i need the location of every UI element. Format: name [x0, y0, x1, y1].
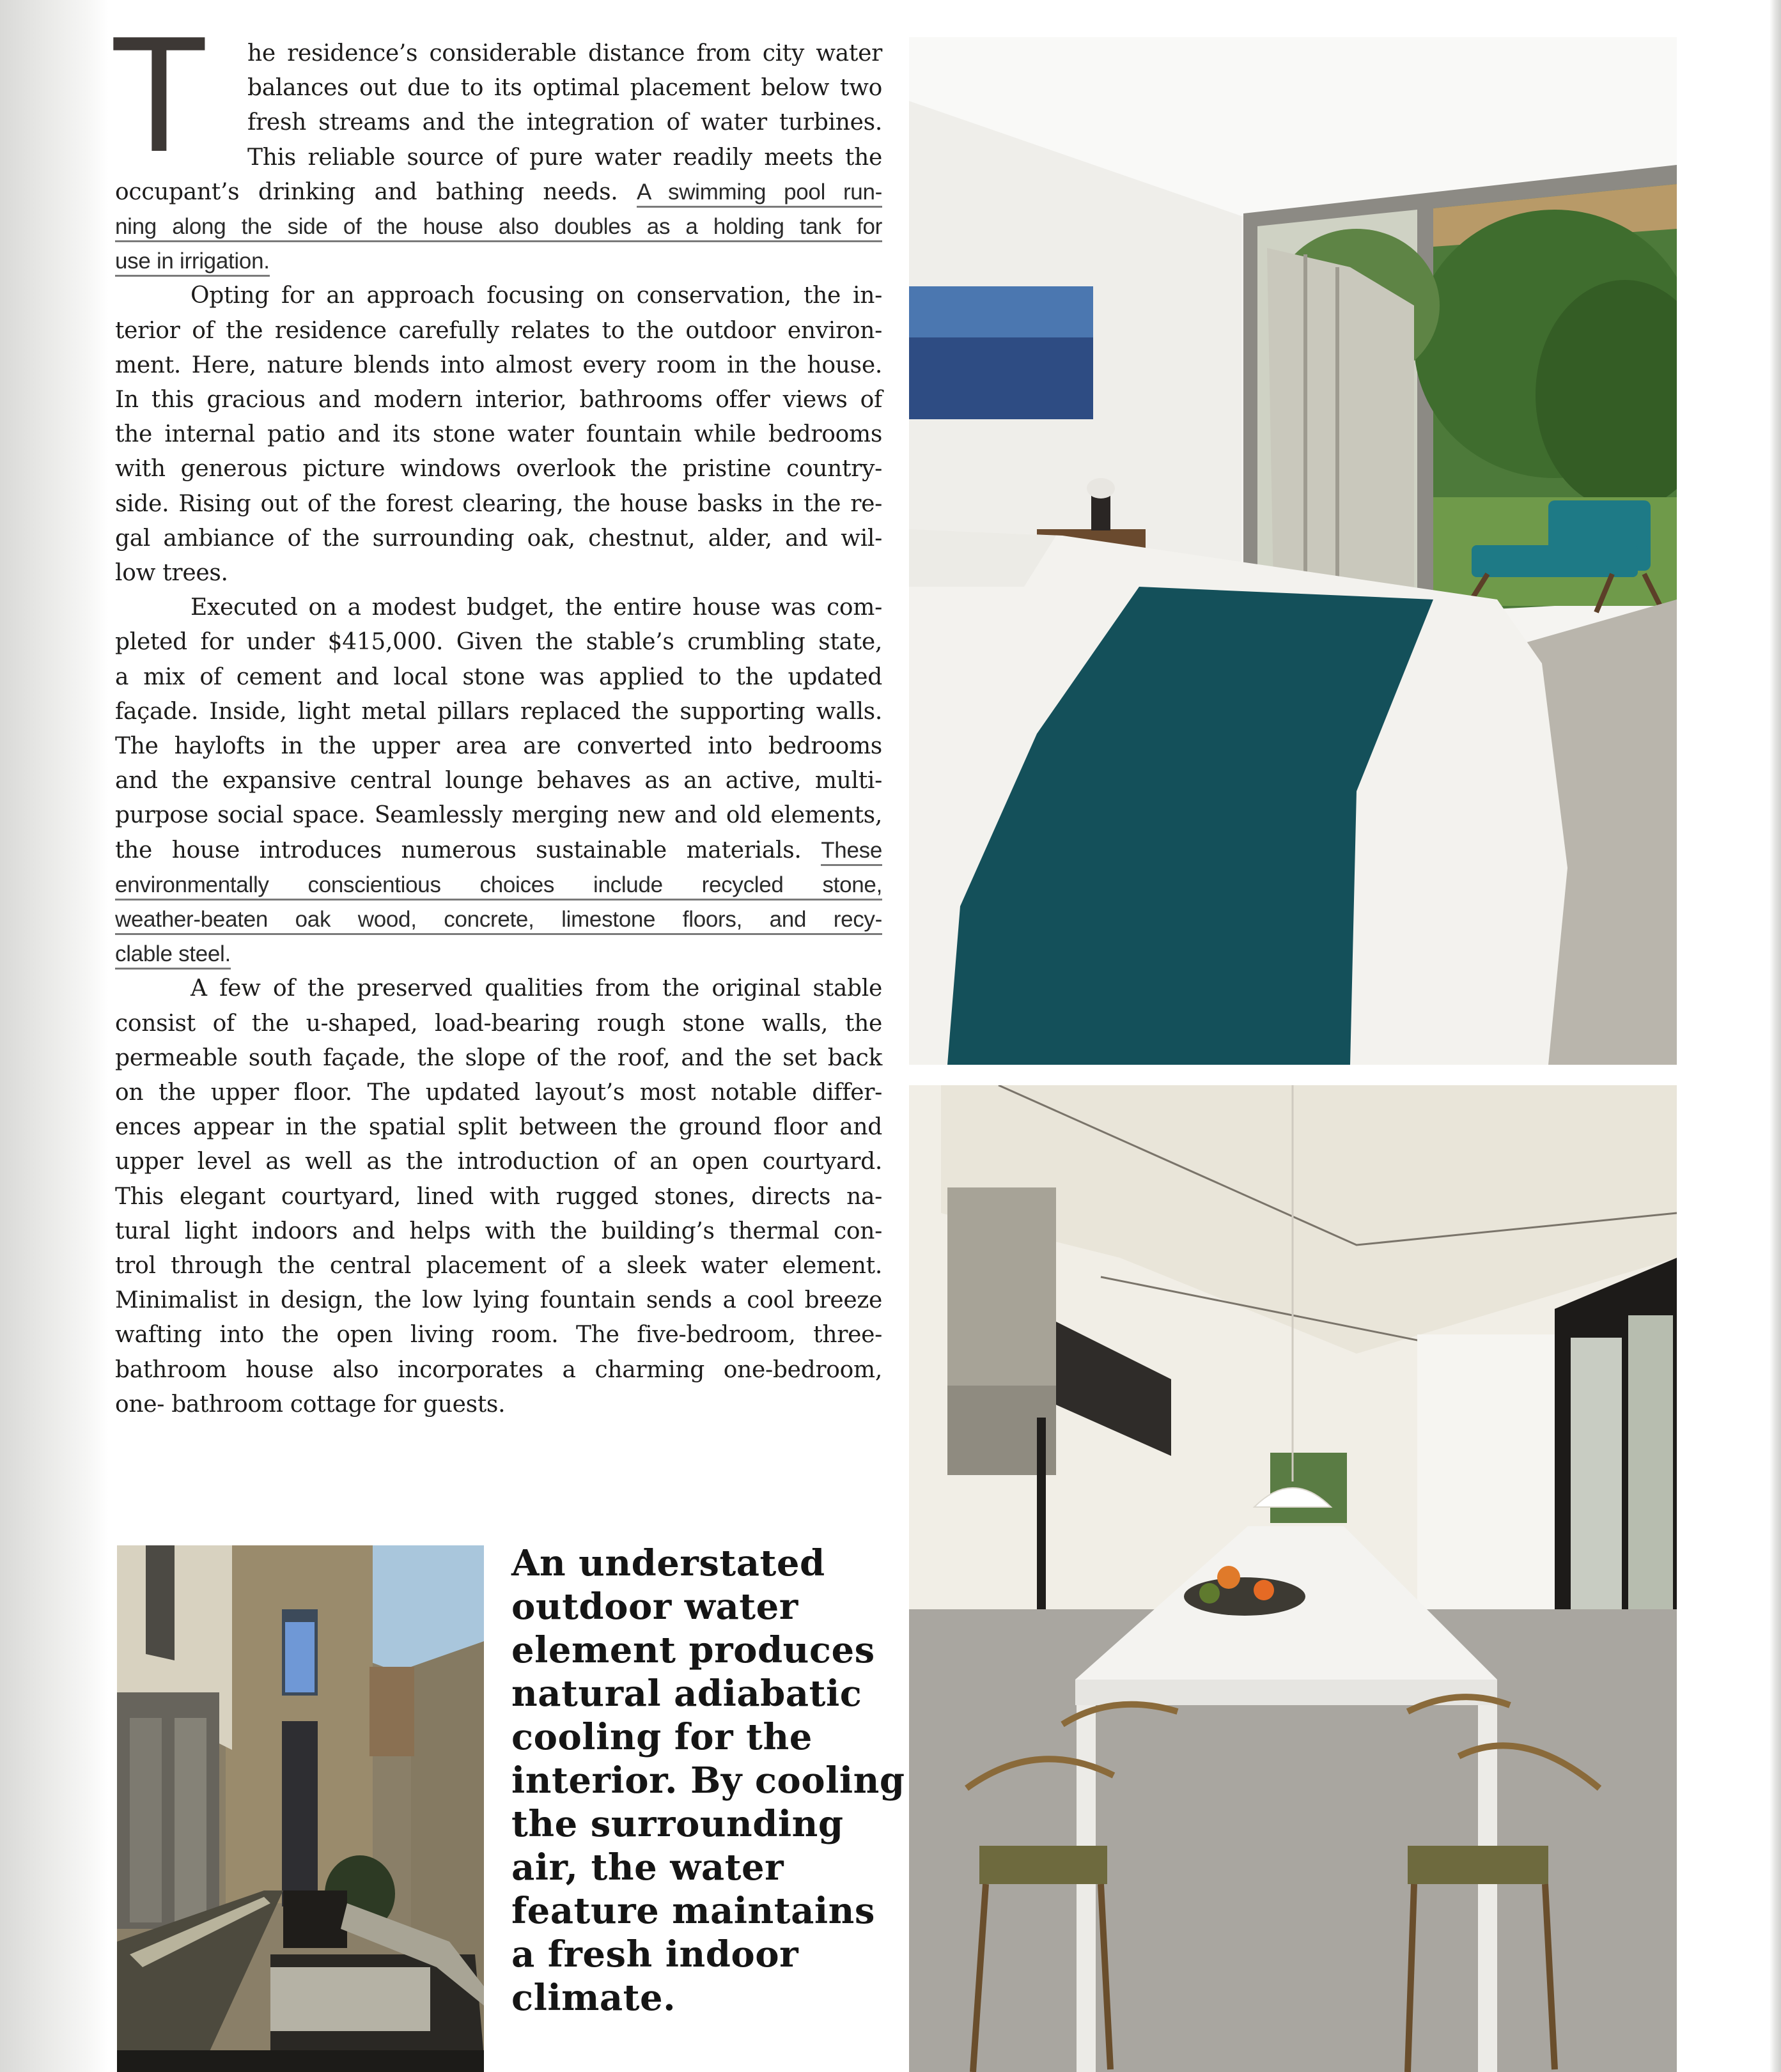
- underlined-highlight: A swimming pool run-: [637, 180, 882, 208]
- line-text: pleted for under $415,000. Given the stable’s crumbling state,: [115, 629, 882, 656]
- article-line: [115, 1283, 882, 1318]
- line-text: balances out due to its optimal placement below two: [247, 75, 882, 102]
- line-text: low trees.: [115, 560, 228, 586]
- line-text: occupant’s drinking and bathing needs.: [115, 178, 637, 205]
- pull-quote-line: cooling for the: [511, 1716, 813, 1758]
- article-line: [115, 660, 882, 695]
- pull-quote-line: climate.: [511, 1977, 676, 2019]
- article-line: [115, 971, 882, 1006]
- pull-quote: [511, 1542, 905, 2020]
- line-text: and the expansive central lounge behaves as an active, multi-: [115, 768, 882, 794]
- article-line: [115, 521, 882, 556]
- article-line: [115, 209, 882, 244]
- article-line: [115, 244, 882, 279]
- article-line: [115, 1317, 882, 1352]
- drop-cap: T: [114, 6, 205, 188]
- line-text: trol through the central placement of a sleek water element.: [115, 1253, 882, 1279]
- article-line: [115, 694, 882, 729]
- article-line: [115, 278, 882, 313]
- underlined-highlight: use in irrigation.: [115, 249, 270, 277]
- article-line: [247, 105, 882, 140]
- line-text: This reliable source of pure water readily meets the: [247, 144, 882, 171]
- line-text: purpose social space. Seamlessly merging new and old elements,: [115, 802, 882, 829]
- pull-quote-line: outdoor water: [511, 1586, 798, 1628]
- line-text: Opting for an approach focusing on conservation, the in-: [191, 282, 882, 309]
- pull-quote-line: An understated: [511, 1542, 825, 1584]
- article-line: [115, 1387, 882, 1422]
- line-text: This elegant courtyard, lined with rugged stones, directs na-: [115, 1183, 882, 1210]
- line-text: the house introduces numerous sustainable materials.: [115, 837, 821, 863]
- article-line: [115, 1214, 882, 1249]
- line-text: In this gracious and modern interior, bathrooms offer views of: [115, 387, 882, 413]
- article-line: [115, 451, 882, 486]
- article-line: [115, 867, 882, 902]
- line-text: upper level as well as the introduction of an open courtyard.: [115, 1148, 882, 1175]
- pull-quote-line: element produces: [511, 1629, 875, 1671]
- article-line: [115, 348, 882, 383]
- article-line: [115, 1075, 882, 1110]
- article-line: [115, 1248, 882, 1283]
- article-line: [115, 555, 882, 591]
- article-line: [115, 313, 882, 348]
- article-line: [247, 36, 882, 71]
- line-text: one- bathroom cottage for guests.: [115, 1391, 506, 1418]
- article-line: [115, 936, 882, 971]
- line-text: wafting into the open living room. The five-bedroom, three-: [115, 1322, 882, 1349]
- pull-quote-line: interior. By cooling: [511, 1759, 905, 1802]
- line-text: The haylofts in the upper area are converted into bedrooms: [115, 733, 882, 759]
- article-line: [115, 833, 882, 868]
- article-line: [115, 1144, 882, 1179]
- article-line: [115, 902, 882, 937]
- article-line: [115, 763, 882, 798]
- article-line: [115, 1352, 882, 1388]
- line-text: fresh streams and the integration of water turbines.: [247, 109, 882, 136]
- line-text: the internal patio and its stone water fountain while bedrooms: [115, 421, 882, 448]
- underlined-highlight: These: [821, 838, 882, 866]
- pull-quote-line: feature maintains: [511, 1890, 875, 1932]
- article-line: [247, 70, 882, 105]
- line-text: ment. Here, nature blends into almost every room in the house.: [115, 352, 882, 378]
- line-text: A few of the preserved qualities from the original stable: [191, 975, 882, 1002]
- dining-room-photo: [909, 1085, 1677, 2072]
- line-text: bathroom house also incorporates a charming one-bedroom,: [115, 1356, 882, 1383]
- line-text: side. Rising out of the forest clearing, the house basks in the re-: [115, 490, 882, 517]
- page-edge: [1769, 0, 1781, 2072]
- article-line: [115, 1040, 882, 1076]
- article-line: [115, 624, 882, 660]
- line-text: Minimalist in design, the low lying fountain sends a cool breeze: [115, 1287, 882, 1314]
- article-line: [247, 140, 882, 175]
- article-line: [115, 729, 882, 764]
- article-line: [115, 382, 882, 417]
- line-text: ences appear in the spatial split between the ground floor and: [115, 1114, 882, 1141]
- pull-quote-line: a fresh indoor: [511, 1933, 799, 1975]
- line-text: Executed on a modest budget, the entire house was com-: [191, 594, 882, 621]
- article-line: [115, 1006, 882, 1041]
- article-line: [115, 486, 882, 522]
- article-line: [115, 417, 882, 452]
- line-text: tural light indoors and helps with the building’s thermal con-: [115, 1218, 882, 1244]
- article-line: [115, 1109, 882, 1145]
- line-text: façade. Inside, light metal pillars replaced the supporting walls.: [115, 698, 882, 725]
- underlined-highlight: weather-beaten oak wood, concrete, limestone floors, and recy-: [115, 907, 882, 935]
- bedroom-photo: [909, 37, 1677, 1065]
- line-text: terior of the residence carefully relates to the outdoor environ-: [115, 317, 882, 344]
- page-gutter-shadow: [0, 0, 109, 2072]
- article-line: [115, 590, 882, 625]
- underlined-highlight: ning along the side of the house also doubles as a holding tank for: [115, 214, 882, 242]
- line-text: a mix of cement and local stone was applied to the updated: [115, 663, 882, 690]
- pull-quote-line: the surrounding: [511, 1803, 844, 1845]
- article-line: [115, 1179, 882, 1214]
- underlined-highlight: environmentally conscientious choices include recycled stone,: [115, 872, 882, 901]
- underlined-highlight: clable steel.: [115, 941, 231, 970]
- line-text: consist of the u-shaped, load-bearing rough stone walls, the: [115, 1010, 882, 1037]
- pull-quote-line: air, the water: [511, 1846, 784, 1889]
- line-text: on the upper floor. The updated layout’s most notable differ-: [115, 1079, 882, 1106]
- courtyard-fountain-photo: [117, 1545, 484, 2072]
- article-line: [115, 798, 882, 833]
- pull-quote-line: natural adiabatic: [511, 1673, 862, 1715]
- line-text: permeable south façade, the slope of the roof, and the set back: [115, 1044, 882, 1071]
- line-text: he residence’s considerable distance from city water: [247, 40, 882, 66]
- article-line: [115, 174, 882, 210]
- line-text: gal ambiance of the surrounding oak, chestnut, alder, and wil-: [115, 525, 882, 552]
- line-text: with generous picture windows overlook the pristine country-: [115, 456, 882, 483]
